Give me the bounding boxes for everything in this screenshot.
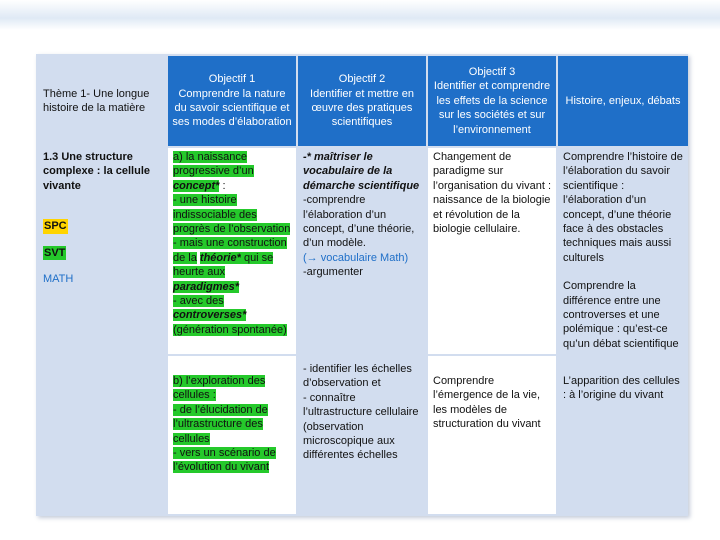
history-header <box>558 56 688 146</box>
text-comprendre: -comprendre l’élaboration d’un concept, d’une théorie, d’un modèle. <box>303 194 415 250</box>
cell-objective-1-b <box>168 356 296 514</box>
theme-title: Thème 1- Une longue histoire de la matière <box>43 87 150 114</box>
objective-3-header <box>428 56 556 146</box>
text-vocab-math: (→ vocabulaire Math) <box>303 251 409 264</box>
cell-objective-2-a <box>298 148 426 354</box>
text-histoire: - une histoire indissociable des progrès de l’observation <box>173 194 291 236</box>
text-controverses: controverses* <box>173 309 247 322</box>
text-history-2: Comprendre la différence entre une controverses et une polémique : qu’est-ce qu’un débat scientifique <box>563 280 679 350</box>
cell-objective-3-b: Comprendre l’émergence de la vie, les modèles de structuration du vivant <box>428 356 556 514</box>
objective-3-title: Objectif 3 <box>468 65 516 78</box>
text-avec: - avec des <box>173 295 224 308</box>
history-title: Histoire, enjeux, débats <box>565 94 681 107</box>
objective-2-title: Objectif 2 <box>338 73 386 86</box>
text-colon: : <box>219 179 226 192</box>
section-cell <box>38 148 166 514</box>
table-row <box>38 148 688 354</box>
text-exploration: b) l’exploration des cellules : - de l’élucidation de l’ultrastructure des cellules - vers un scénario de l’évolution du vivant <box>173 375 276 474</box>
cell-objective-2-b: - identifier les échelles d’observation et - connaître l’ultrastructure cellulaire (observation microscopique aux différentes échelles <box>298 356 426 514</box>
objective-3-text: Identifier et comprendre les effets de la science sur les sociétés et sur l’environnement <box>433 80 551 136</box>
cell-history-a <box>558 148 688 354</box>
objective-1-title: Objectif 1 <box>208 73 256 86</box>
cell-objective-1-a <box>168 148 296 354</box>
text-history-1: Comprendre l’histoire de l’élaboration du savoir scientifique : l’élaboration d’un concept, d’une théorie face à des obstacles techniques mais aussi culturels <box>563 151 683 264</box>
curriculum-table <box>36 54 690 516</box>
text-naissance: a) la naissance progressive d’un <box>173 151 254 178</box>
text-paradigmes: paradigmes* <box>173 280 240 293</box>
section-title: 1.3 Une structure complexe : la cellule vivante <box>43 151 150 192</box>
header-row <box>38 56 688 146</box>
theme-header <box>38 56 166 146</box>
label-math: MATH <box>43 273 74 286</box>
text-maitriser: -* maîtriser le vocabulaire de la démarche scientifique <box>303 151 420 192</box>
text-generation: (génération spontanée) <box>173 323 287 336</box>
slide-top-band <box>0 0 720 30</box>
text-argumenter: -argumenter <box>303 266 363 279</box>
text-theorie: théorie* <box>199 251 241 264</box>
objective-2-header <box>298 56 426 146</box>
text-heurte: qui se heurte aux <box>173 251 274 279</box>
badge-svt: SVT <box>44 246 66 259</box>
badge-spc: SPC <box>44 220 67 233</box>
objective-1-text: Comprendre la nature du savoir scientifique et ses modes d’élaboration <box>172 87 292 129</box>
cell-history-b: L’apparition des cellules : à l’origine du vivant <box>558 356 688 514</box>
objective-1-header <box>168 56 296 146</box>
objective-2-text: Identifier et mettre en œuvre des pratiques scientifiques <box>310 87 414 129</box>
text-construction: - mais une construction de la <box>173 237 287 264</box>
cell-objective-3-a: Changement de paradigme sur l’organisation du vivant : naissance de la biologie et révolution de la biologie cellulaire. <box>428 148 556 354</box>
text-concept: concept* <box>173 179 220 192</box>
